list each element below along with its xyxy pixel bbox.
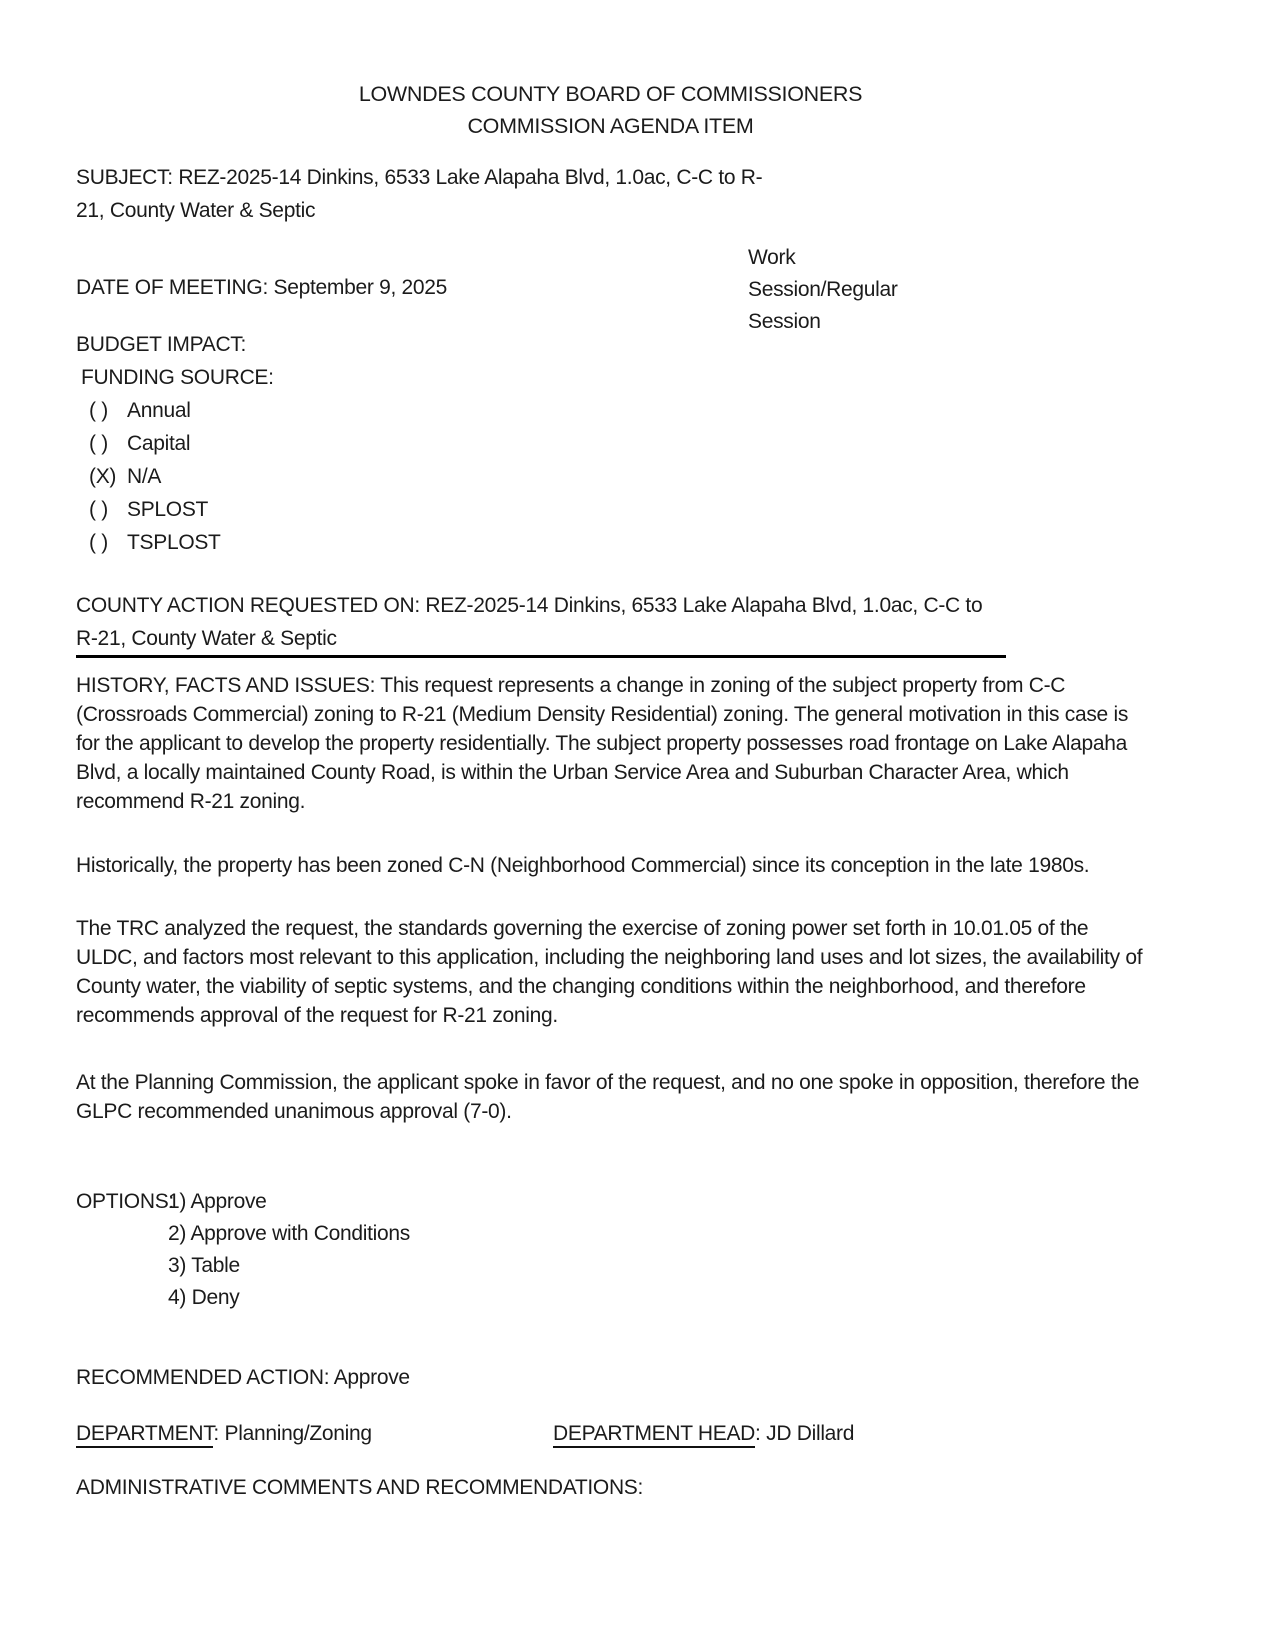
- department-label: DEPARTMENT: [76, 1422, 213, 1448]
- funding-option-label: SPLOST: [127, 498, 209, 521]
- session-type: [748, 242, 968, 338]
- funding-option-tsplost: [76, 526, 1145, 559]
- session-type-line: Session/Regular: [748, 278, 898, 301]
- department-field: [76, 1417, 553, 1450]
- department-head-field: [553, 1417, 854, 1450]
- funding-option-label: Annual: [127, 399, 191, 422]
- funding-source-list: [76, 394, 1145, 559]
- funding-option-annual: [76, 394, 1145, 427]
- title-line-board: LOWNDES COUNTY BOARD OF COMMISSIONERS: [358, 82, 863, 106]
- budget-impact-label: BUDGET IMPACT:: [76, 333, 247, 356]
- document-title: [76, 78, 1145, 142]
- planning-commission-paragraph: At the Planning Commission, the applicant spoke in favor of the request, and no one spoke in opposition, therefore the GLPC recommended unanimous approval (7-0).: [76, 1071, 1140, 1123]
- checkbox-mark-checked: (X): [89, 465, 117, 488]
- subject-text: SUBJECT: REZ-2025-14 Dinkins, 6533 Lake Alapaha Blvd, 1.0ac, C-C to R-21, County Water & Septic: [76, 166, 763, 222]
- history-facts-paragraph: HISTORY, FACTS AND ISSUES: This request represents a change in zoning of the subject property from C-C (Crossroads Commercial) zoning to R-21 (Medium Density Residential) zoning. The general motivation in this case is for the applicant to develop the property residentially. The subject property possesses road frontage on Lake Alapaha Blvd, a locally maintained County Road, is within the Urban Service Area and Suburban Character Area, which recommend R-21 zoning.: [76, 674, 1129, 813]
- session-type-line: Session: [748, 310, 821, 333]
- checkbox-mark: ( ): [89, 432, 108, 455]
- options-list: [168, 1186, 410, 1314]
- options-label: OPTIONS:: [76, 1190, 174, 1213]
- funding-option-label: TSPLOST: [127, 531, 221, 554]
- funding-option-label: Capital: [127, 432, 191, 455]
- title-line-agenda-item: COMMISSION AGENDA ITEM: [467, 114, 754, 138]
- funding-option-na: [76, 460, 1145, 493]
- county-action-requested: COUNTY ACTION REQUESTED ON: REZ-2025-14 Dinkins, 6533 Lake Alapaha Blvd, 1.0ac, C-C to R-21, County Water & Septic: [76, 589, 1006, 658]
- checkbox-mark: ( ): [89, 399, 108, 422]
- funding-source-label: FUNDING SOURCE:: [81, 366, 274, 389]
- date-of-meeting: DATE OF MEETING: September 9, 2025: [76, 276, 448, 299]
- department-section: [76, 1417, 1145, 1450]
- department-head-value: : JD Dillard: [755, 1422, 855, 1445]
- option-approve: 1) Approve: [168, 1190, 267, 1213]
- administrative-comments-heading: ADMINISTRATIVE COMMENTS AND RECOMMENDATIONS:: [76, 1476, 644, 1499]
- funding-option-capital: [76, 427, 1145, 460]
- option-table: 3) Table: [168, 1254, 240, 1277]
- department-value: : Planning/Zoning: [213, 1422, 372, 1445]
- options-section: [76, 1186, 1145, 1314]
- option-deny: 4) Deny: [168, 1286, 240, 1309]
- funding-option-splost: [76, 493, 1145, 526]
- recommended-action: RECOMMENDED ACTION: Approve: [76, 1366, 410, 1389]
- checkbox-mark: ( ): [89, 498, 108, 521]
- option-approve-with-conditions: 2) Approve with Conditions: [168, 1222, 411, 1245]
- trc-analysis-paragraph: The TRC analyzed the request, the standards governing the exercise of zoning power set forth in 10.01.05 of the ULDC, and factors most relevant to this application, including the neighboring land uses and lot sizes, the availability of County water, the viability of septic systems, and the changing conditions within the neighborhood, and therefore recommends approval of the request for R-21 zoning.: [76, 917, 1143, 1027]
- department-head-label: DEPARTMENT HEAD: [553, 1422, 755, 1448]
- session-type-line: Work: [748, 246, 796, 269]
- funding-option-label: N/A: [127, 465, 162, 488]
- historically-zoned-paragraph: Historically, the property has been zoned C-N (Neighborhood Commercial) since its conception in the late 1980s.: [76, 854, 1090, 877]
- checkbox-mark: ( ): [89, 531, 108, 554]
